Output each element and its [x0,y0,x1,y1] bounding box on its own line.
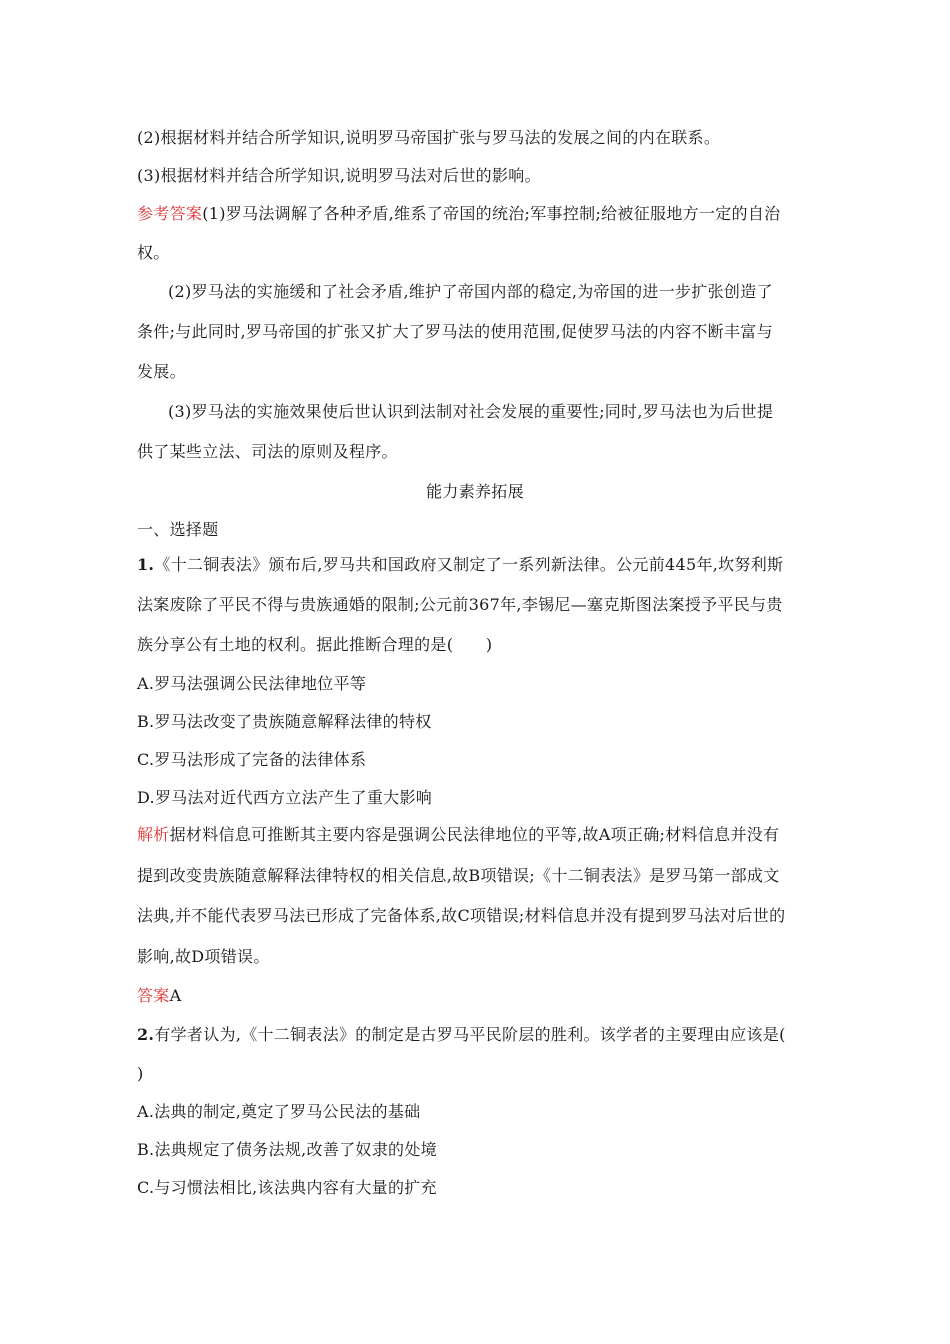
prev-answer-3-line1: (3)罗马法的实施效果使后世认识到法制对社会发展的重要性;同时,罗马法也为后世提 [168,402,774,421]
q1-number: 1. [137,555,155,574]
q1-stem-line2: 法案废除了平民不得与贵族通婚的限制;公元前367年,李锡尼—塞克斯图法案授予平民与贵 [137,595,783,614]
q1-option-c: C.罗马法形成了完备的法律体系 [137,750,367,769]
prev-question-sub2: (2)根据材料并结合所学知识,说明罗马帝国扩张与罗马法的发展之间的内在联系。 [137,128,721,147]
q2-stem-text: 有学者认为,《十二铜表法》的制定是古罗马平民阶层的胜利。该学者的主要理由应该是( [154,1025,786,1044]
section-title: 能力素养拓展 [426,482,524,501]
analysis-text: 据材料信息可推断其主要内容是强调公民法律地位的平等,故A项正确;材料信息并没有 [169,825,780,844]
q1-analysis-line1 [137,825,779,845]
q1-answer [137,986,181,1006]
reference-answer-tag: 参考答案 [137,204,203,223]
q2-option-b: B.法典规定了债务法规,改善了奴隶的处境 [137,1140,437,1159]
q1-stem-line1 [137,555,783,575]
q1-analysis-line3: 法典,并不能代表罗马法已形成了完备体系,故C项错误;材料信息并没有提到罗马法对后世的 [137,906,786,925]
prev-answer-2-line1: (2)罗马法的实施缓和了社会矛盾,维护了帝国内部的稳定,为帝国的进一步扩张创造了 [168,282,773,301]
answer-1-text: (1)罗马法调解了各种矛盾,维系了帝国的统治;军事控制;给被征服地方一定的自治 [202,204,781,223]
q1-analysis-line2: 提到改变贵族随意解释法律特权的相关信息,故B项错误;《十二铜表法》是罗马第一部成文 [137,866,780,885]
part-heading: 一、选择题 [137,520,219,539]
answer-value: A [169,986,182,1005]
q2-number: 2. [137,1025,155,1044]
q1-stem-line3: 族分享公有土地的权利。据此推断合理的是( ) [137,635,493,654]
q2-stem-line1 [137,1025,786,1045]
q1-stem-text: 《十二铜表法》颁布后,罗马共和国政府又制定了一系列新法律。公元前445年,坎努利斯 [154,555,784,574]
q2-option-c: C.与习惯法相比,该法典内容有大量的扩充 [137,1178,437,1197]
q1-option-b: B.罗马法改变了贵族随意解释法律的特权 [137,712,432,731]
answer-tag: 答案 [137,986,170,1005]
q2-stem-line2: ) [137,1064,144,1083]
q1-analysis-line4: 影响,故D项错误。 [137,947,270,966]
q2-option-a: A.法典的制定,奠定了罗马公民法的基础 [137,1102,421,1121]
q1-option-a: A.罗马法强调公民法律地位平等 [137,674,367,693]
prev-answer-3-line2: 供了某些立法、司法的原则及程序。 [137,442,398,461]
analysis-tag: 解析 [137,825,170,844]
prev-answer-2-line3: 发展。 [137,362,186,381]
prev-question-sub3: (3)根据材料并结合所学知识,说明罗马法对后世的影响。 [137,166,541,185]
prev-answer-1-line1 [137,204,780,224]
q1-option-d: D.罗马法对近代西方立法产生了重大影响 [137,788,433,807]
prev-answer-1-line2: 权。 [137,243,170,262]
prev-answer-2-line2: 条件;与此同时,罗马帝国的扩张又扩大了罗马法的使用范围,促使罗马法的内容不断丰富与 [137,322,773,341]
